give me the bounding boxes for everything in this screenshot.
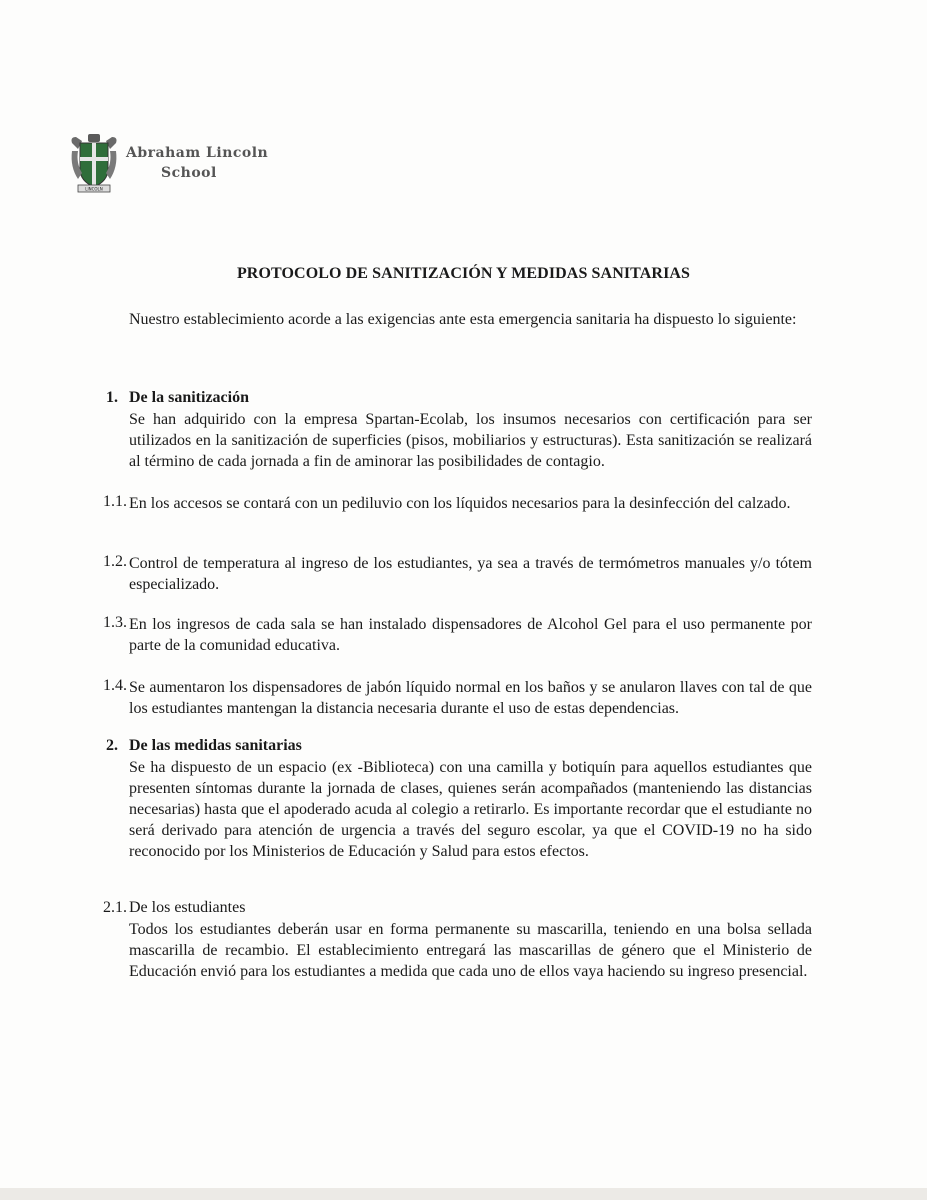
item-1-3-text: En los ingresos de cada sala se han instalado dispensadores de Alcohol Gel para el uso permanente por parte de la comunidad educativa. [129, 616, 812, 654]
document-title: PROTOCOLO DE SANITIZACIÓN Y MEDIDAS SANITARIAS [236, 265, 691, 282]
section-1-number: 1. [106, 389, 118, 406]
item-2-1-body: Todos los estudiantes deberán usar en forma permanente su mascarilla, teniendo en una bolsa sellada mascarilla de recambio. El establecimiento entregará las mascarillas de género que el Ministerio de Educación envió para los estudiantes a medida que cada uno de ellos vaya haciendo su ingreso presencial. [129, 921, 812, 980]
intro-paragraph: Nuestro establecimiento acorde a las exigencias ante esta emergencia sanitaria ha dispuesto lo siguiente: [129, 311, 797, 328]
section-1-body: Se han adquirido con la empresa Spartan-Ecolab, los insumos necesarios con certificación para ser utilizados en la sanitización de superficies (pisos, mobiliarios y estructuras). Esta sanitización se realizará al término de cada jornada a fin de aminorar las posibilidades de contagio. [129, 411, 812, 470]
school-name [126, 143, 268, 183]
section-2-body: Se ha dispuesto de un espacio (ex -Biblioteca) con una camilla y botiquín para aquellos estudiantes que presenten síntomas durante la jornada de clases, quienes serán acompañados (manteniendo las distancias necesarias) hasta que el apoderado acuda al colegio a retirarlo. Es importante recordar que el estudiante no será derivado para atención de urgencia a través del seguro escolar, ya que el COVID-19 no ha sido reconocido por los Ministerios de Educación y Salud para estos efectos. [129, 759, 812, 860]
item-1-2-number: 1.2. [103, 553, 127, 570]
item-2-1-number: 2.1. [103, 899, 127, 916]
item-1-4-text: Se aumentaron los dispensadores de jabón líquido normal en los baños y se anularon llaves con tal de que los estudiantes mantengan la distancia necesaria durante el uso de estas dependencias. [129, 679, 812, 717]
item-1-2-text: Control de temperatura al ingreso de los estudiantes, ya sea a través de termómetros manuales y/o tótem especializado. [129, 555, 812, 593]
item-1-4-number: 1.4. [103, 677, 127, 694]
scan-edge [0, 1188, 927, 1200]
item-1-1-text: En los accesos se contará con un pediluvio con los líquidos necesarios para la desinfección del calzado. [129, 495, 791, 512]
item-1-3-number: 1.3. [103, 614, 127, 631]
crest-icon [68, 133, 120, 193]
item-2-1-heading: De los estudiantes [129, 899, 246, 916]
section-2-number: 2. [106, 737, 118, 754]
section-1-heading: De la sanitización [129, 389, 249, 406]
crest-banner: LINCOLN [85, 186, 103, 192]
school-name-line2: School [161, 165, 217, 181]
item-1-1-number: 1.1. [103, 493, 127, 510]
section-2-heading: De las medidas sanitarias [129, 737, 302, 754]
school-logo [68, 133, 268, 193]
school-name-line1: Abraham Lincoln [126, 145, 269, 161]
